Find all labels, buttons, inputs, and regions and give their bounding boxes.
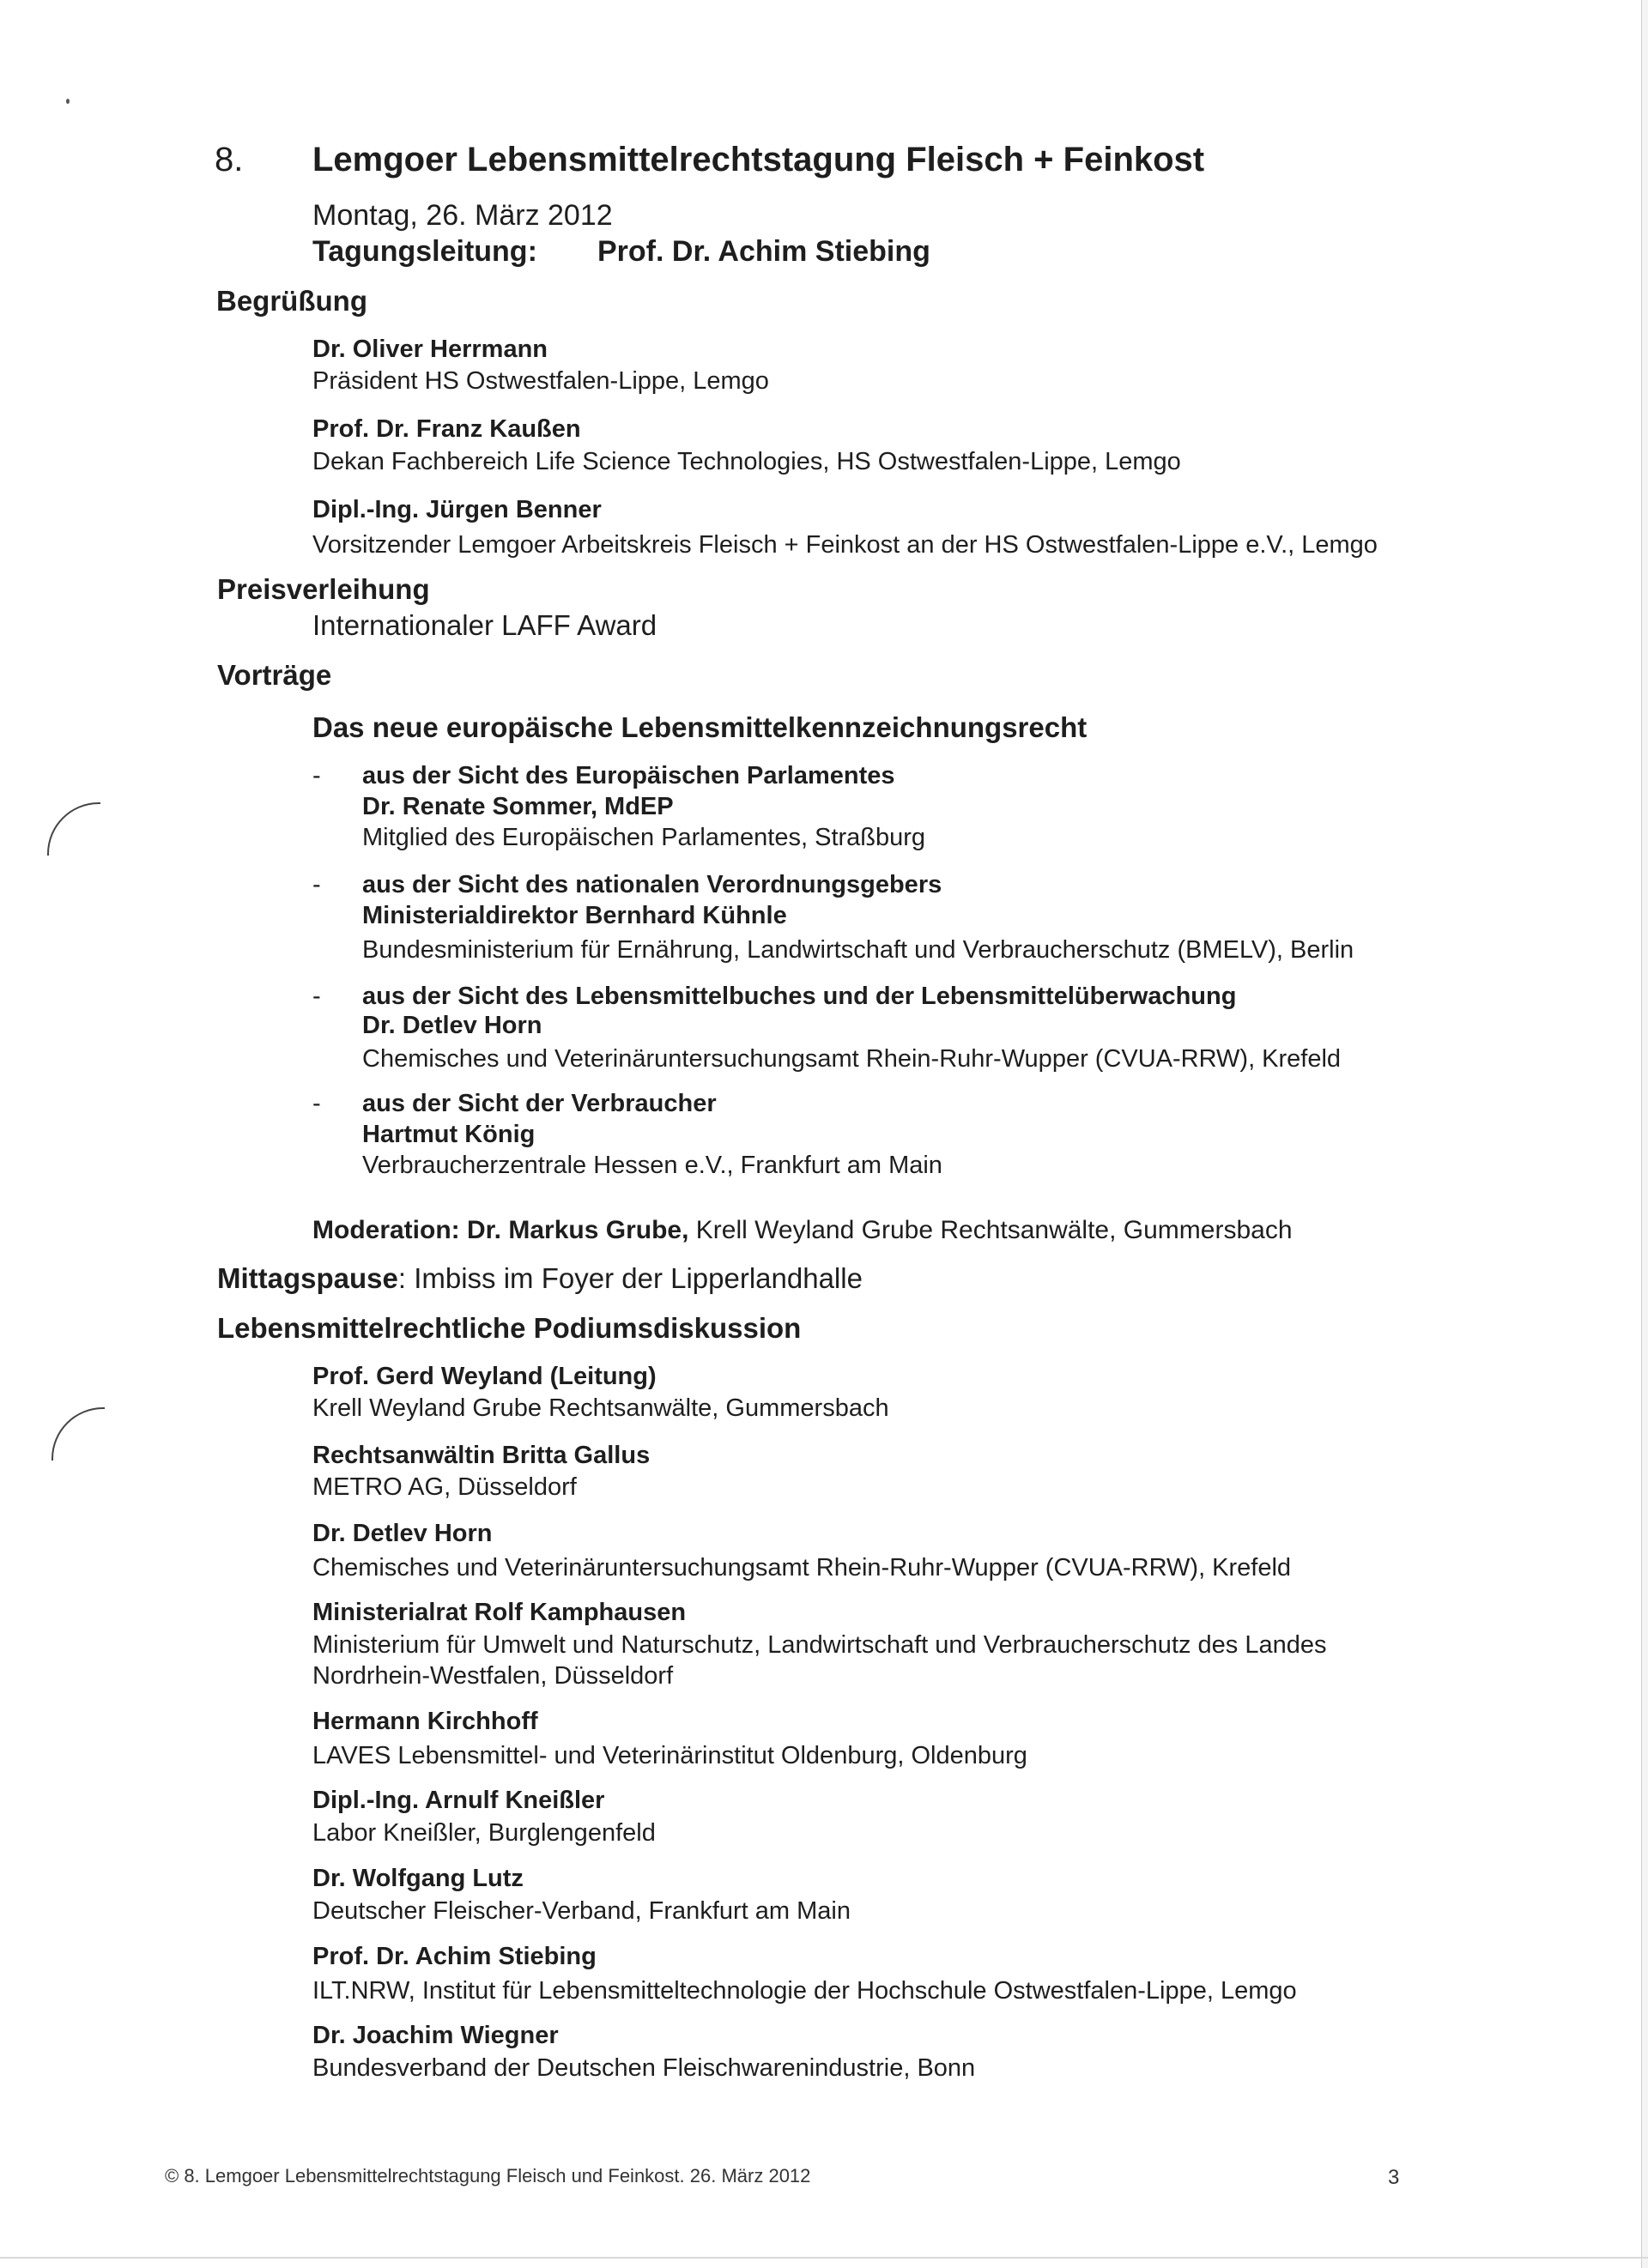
speaker-name: Prof. Dr. Franz Kaußen bbox=[312, 415, 581, 443]
talk-topic: Das neue europäische Lebensmittelkennzeichnungsrecht bbox=[312, 711, 1088, 743]
talk-speaker: Ministerialdirektor Bernhard Kühnle bbox=[362, 902, 787, 929]
scan-bottom-edge bbox=[0, 2257, 1648, 2259]
moderation-label: Moderation: bbox=[312, 1216, 460, 1244]
participant-affiliation: LAVES Lebensmittel- und Veterinärinstitut Oldenburg, Oldenburg bbox=[312, 1742, 1027, 1769]
talk-affiliation: Verbraucherzentrale Hessen e.V., Frankfurt am Main bbox=[362, 1152, 942, 1179]
participant-affiliation: Bundesverband der Deutschen Fleischwarenindustrie, Bonn bbox=[312, 2054, 976, 2082]
talk-affiliation: Mitglied des Europäischen Parlamentes, Straßburg bbox=[362, 824, 926, 851]
event-number: 8. bbox=[215, 141, 244, 178]
list-dash: - bbox=[312, 762, 321, 789]
moderation-line bbox=[312, 1215, 1293, 1246]
event-date: Montag, 26. März 2012 bbox=[312, 199, 613, 232]
lunch-break-label: Mittagspause bbox=[217, 1262, 398, 1294]
event-title: Lemgoer Lebensmittelrechtstagung Fleisch + Feinkost bbox=[312, 141, 1205, 178]
section-heading-vortraege: Vorträge bbox=[217, 659, 332, 691]
chair-name: Prof. Dr. Achim Stiebing bbox=[597, 235, 930, 268]
list-dash: - bbox=[312, 1090, 321, 1117]
participant-affiliation: Ministerium für Umwelt und Naturschutz, Landwirtschaft und Verbraucherschutz des Landes bbox=[312, 1631, 1327, 1659]
moderation-name: Dr. Markus Grube, bbox=[467, 1216, 689, 1244]
lunch-break-line bbox=[217, 1261, 863, 1296]
section-heading-preisverleihung: Preisverleihung bbox=[217, 573, 430, 605]
participant-name: Dr. Joachim Wiegner bbox=[312, 2022, 559, 2049]
speaker-affiliation: Vorsitzender Lemgoer Arbeitskreis Fleisch + Feinkost an der HS Ostwestfalen-Lippe e.V., Lemgo bbox=[312, 531, 1378, 559]
footer-copyright: © 8. Lemgoer Lebensmittelrechtstagung Fleisch und Feinkost. 26. März 2012 bbox=[165, 2165, 811, 2186]
scan-speck bbox=[66, 99, 70, 104]
participant-name: Dr. Detlev Horn bbox=[312, 1520, 493, 1547]
moderation-affiliation: Krell Weyland Grube Rechtsanwälte, Gummersbach bbox=[695, 1216, 1293, 1244]
award-name: Internationaler LAFF Award bbox=[312, 609, 657, 641]
speaker-affiliation: Dekan Fachbereich Life Science Technologies, HS Ostwestfalen-Lippe, Lemgo bbox=[312, 448, 1181, 475]
speaker-name: Dipl.-Ing. Jürgen Benner bbox=[312, 496, 602, 523]
list-dash: - bbox=[312, 983, 321, 1010]
speaker-name: Dr. Oliver Herrmann bbox=[312, 336, 548, 363]
participant-name: Rechtsanwältin Britta Gallus bbox=[312, 1442, 651, 1469]
talk-speaker: Dr. Detlev Horn bbox=[362, 1012, 542, 1039]
section-heading-podium: Lebensmittelrechtliche Podiumsdiskussion bbox=[217, 1312, 802, 1344]
list-dash: - bbox=[312, 871, 321, 898]
talk-affiliation: Bundesministerium für Ernährung, Landwirtschaft und Verbraucherschutz (BMELV), Berlin bbox=[362, 936, 1354, 964]
talk-speaker: Dr. Renate Sommer, MdEP bbox=[362, 793, 674, 820]
punch-hole-mark bbox=[47, 802, 100, 856]
scan-edge bbox=[1641, 0, 1648, 2268]
participant-affiliation: Chemisches und Veterinäruntersuchungsamt Rhein-Ruhr-Wupper (CVUA-RRW), Krefeld bbox=[312, 1554, 1292, 1582]
participant-affiliation: METRO AG, Düsseldorf bbox=[312, 1473, 577, 1501]
participant-name: Prof. Gerd Weyland (Leitung) bbox=[312, 1363, 657, 1390]
talk-title: aus der Sicht des Europäischen Parlamentes bbox=[362, 762, 895, 789]
participant-affiliation: Deutscher Fleischer-Verband, Frankfurt am Main bbox=[312, 1897, 851, 1925]
participant-name: Prof. Dr. Achim Stiebing bbox=[312, 1943, 597, 1970]
speaker-affiliation: Präsident HS Ostwestfalen-Lippe, Lemgo bbox=[312, 367, 769, 395]
participant-affiliation-line2: Nordrhein-Westfalen, Düsseldorf bbox=[312, 1662, 674, 1690]
participant-name: Dr. Wolfgang Lutz bbox=[312, 1865, 524, 1892]
page-number: 3 bbox=[1388, 2166, 1400, 2189]
participant-affiliation: ILT.NRW, Institut für Lebensmitteltechnologie der Hochschule Ostwestfalen-Lippe, Lemgo bbox=[312, 1977, 1297, 2005]
talk-title: aus der Sicht des nationalen Verordnungsgebers bbox=[362, 871, 942, 898]
talk-title: aus der Sicht der Verbraucher bbox=[362, 1090, 717, 1117]
talk-title: aus der Sicht des Lebensmittelbuches und der Lebensmittelüberwachung bbox=[362, 983, 1237, 1010]
chair-label: Tagungsleitung: bbox=[312, 235, 537, 268]
lunch-break-text: : Imbiss im Foyer der Lipperlandhalle bbox=[397, 1262, 863, 1294]
talk-speaker: Hartmut König bbox=[362, 1121, 536, 1148]
participant-name: Dipl.-Ing. Arnulf Kneißler bbox=[312, 1787, 605, 1814]
punch-hole-mark bbox=[52, 1407, 105, 1461]
talk-affiliation: Chemisches und Veterinäruntersuchungsamt Rhein-Ruhr-Wupper (CVUA-RRW), Krefeld bbox=[362, 1045, 1342, 1073]
participant-name: Hermann Kirchhoff bbox=[312, 1708, 538, 1735]
participant-name: Ministerialrat Rolf Kamphausen bbox=[312, 1599, 687, 1626]
participant-affiliation: Krell Weyland Grube Rechtsanwälte, Gummersbach bbox=[312, 1394, 889, 1422]
participant-affiliation: Labor Kneißler, Burglengenfeld bbox=[312, 1819, 656, 1847]
section-heading-begruessung: Begrüßung bbox=[216, 285, 367, 317]
